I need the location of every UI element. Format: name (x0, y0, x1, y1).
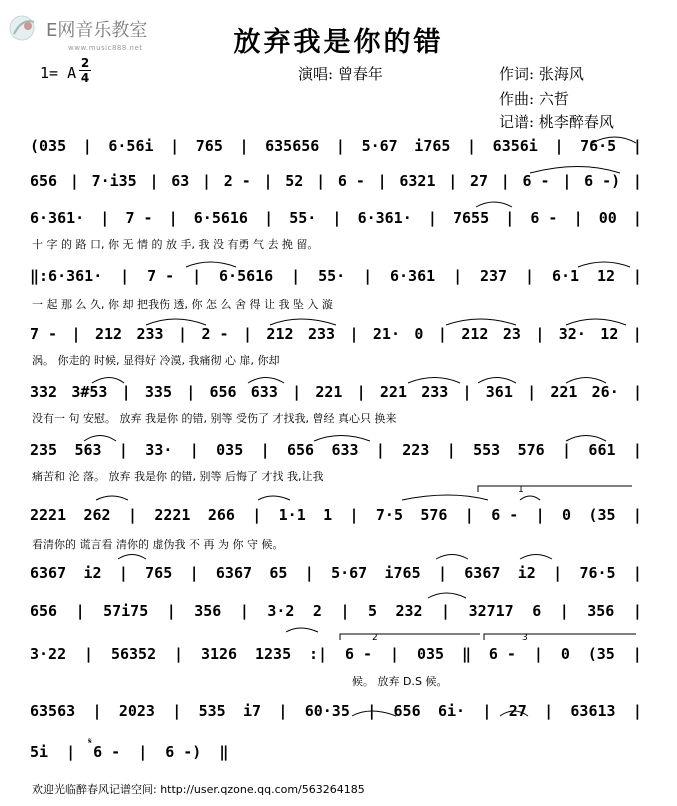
barline: | (427, 209, 437, 227)
barline: | (632, 137, 642, 155)
barline: | (92, 702, 102, 720)
barline: | (437, 325, 447, 343)
barline: | (632, 702, 642, 720)
barline: | (632, 564, 642, 582)
note-group: 7 - (30, 325, 58, 343)
volta-number-3: 3 (522, 633, 528, 643)
note-group: 7 - (125, 209, 153, 227)
note-group: 212 (266, 325, 294, 343)
barline: | (632, 506, 642, 524)
barline: | (437, 564, 447, 582)
composer-credit: 作曲: 六哲 (499, 90, 569, 108)
barline: | (573, 209, 583, 227)
barline: | (632, 441, 642, 459)
note-group: 3126 (200, 645, 238, 663)
barline: | (390, 645, 400, 663)
note-group: 52 (285, 172, 304, 190)
note-group: 5·67 (331, 564, 368, 582)
note-group: 00 (598, 209, 617, 227)
note-group: 656 (30, 172, 58, 190)
barline: | (441, 602, 451, 620)
barline: | (544, 702, 554, 720)
note-group: 6 - (93, 743, 121, 761)
segno-icon: 𝄋 (88, 737, 92, 747)
barline: | (527, 383, 537, 401)
barline: | (632, 383, 642, 401)
note-group: 6 - (530, 209, 558, 227)
note-group: 0 (414, 325, 424, 343)
barline: | (118, 441, 128, 459)
note-group: 237 (480, 267, 508, 285)
volta-bracket-2 (340, 633, 480, 643)
note-group: 221 (315, 383, 343, 401)
barline: | (533, 645, 543, 663)
meter-denominator: 4 (80, 71, 90, 85)
lyric-line-1: 十 字 的 路 口, 你 无 情 的 放 手, 我 没 有勇 气 去 挽 留。 (32, 238, 319, 251)
note-group: 1 (323, 506, 333, 524)
barline: | (242, 325, 252, 343)
barline: | (462, 383, 472, 401)
barline: | (189, 564, 199, 582)
barline: | (172, 702, 182, 720)
note-group: 535 (198, 702, 226, 720)
note-group: 32· (558, 325, 586, 343)
note-group: 6 -) (165, 743, 202, 761)
note-group: 553 (473, 441, 501, 459)
note-group: 765 (145, 564, 173, 582)
barline: | (535, 506, 545, 524)
note-group: 232 (395, 602, 423, 620)
note-group: (35 (588, 506, 616, 524)
barline: | (71, 325, 81, 343)
barline: | (192, 267, 202, 285)
note-group: 1235 (255, 645, 292, 663)
barline: | (632, 602, 642, 620)
volta-bracket-1 (478, 485, 632, 495)
note-group: 26· (591, 383, 619, 401)
barline: | (464, 506, 474, 524)
barline: | (166, 602, 176, 620)
barline: | (252, 506, 262, 524)
barline: | (82, 137, 92, 155)
note-group: 6·361· (357, 209, 412, 227)
barline: | (121, 383, 131, 401)
barline: | (264, 209, 274, 227)
note-group: 633 (331, 441, 359, 459)
barline: | (84, 645, 94, 663)
note-group: 12 (596, 267, 615, 285)
note-group: 765 (195, 137, 223, 155)
note-group: 356 (194, 602, 222, 620)
barline: | (375, 441, 385, 459)
note-group: ‖:6·361· (30, 267, 103, 285)
watermark-site-url: www.music888.net (68, 44, 143, 52)
note-group: 233 (136, 325, 164, 343)
note-group: 3·22 (30, 645, 67, 663)
note-group: i765 (384, 564, 421, 582)
barline: | (559, 602, 569, 620)
note-group: 576 (420, 506, 448, 524)
lyric-line-2: 一 起 那 么 久, 你 却 把我伤 透, 你 怎 么 舍 得 让 我 坠 入 漩 (32, 298, 333, 311)
barline: | (453, 267, 463, 285)
note-group: 56352 (110, 645, 157, 663)
note-group: 6·361· (30, 209, 85, 227)
barline: ‖ (461, 645, 471, 663)
barline: | (316, 172, 326, 190)
note-group: 332 (30, 383, 58, 401)
barline: | (100, 209, 110, 227)
note-group: 221 (550, 383, 578, 401)
barline: | (189, 441, 199, 459)
barline: | (69, 172, 79, 190)
note-group: 57i75 (103, 602, 149, 620)
note-group: 2 - (201, 325, 229, 343)
note-group: 356 (587, 602, 615, 620)
barline: | (138, 743, 148, 761)
note-group: 3#53 (71, 383, 108, 401)
note-group: 65 (269, 564, 288, 582)
note-group: 21· (372, 325, 400, 343)
barline: | (335, 137, 345, 155)
note-group: 233 (421, 383, 449, 401)
volta-number-2: 2 (372, 633, 378, 643)
note-group: 6·1 (551, 267, 580, 285)
note-group: 27 (469, 172, 489, 190)
note-group: 27 (508, 702, 527, 720)
barline: | (500, 172, 510, 190)
note-group: 6367 (30, 564, 67, 582)
note-group: i2 (517, 564, 536, 582)
note-group: 635656 (265, 137, 320, 155)
barline: | (149, 172, 159, 190)
barline: | (178, 325, 188, 343)
note-group: i2 (83, 564, 102, 582)
barline: | (482, 702, 492, 720)
barline: | (535, 325, 545, 343)
note-group: 55· (318, 267, 346, 285)
barline: | (127, 506, 137, 524)
meter-numerator: 2 (80, 56, 90, 70)
note-group: 6 - (488, 645, 516, 663)
note-group: 633 (250, 383, 278, 401)
barline: | (632, 645, 642, 663)
note-group: 6i· (437, 702, 466, 720)
barline: | (75, 602, 85, 620)
barline: | (292, 383, 302, 401)
note-group: 3·2 (267, 602, 295, 620)
note-group: 7·i35 (91, 172, 137, 190)
barline: | (66, 743, 76, 761)
note-group: 563 (74, 441, 102, 459)
note-group: 7655 (453, 209, 490, 227)
note-group: i765 (414, 137, 451, 155)
barline: | (349, 325, 359, 343)
lyric-line-4: 没有一 句 安慰。 放弃 我是你 的错, 别等 受伤了 才找我, 曾经 真心只 换来 (32, 412, 397, 425)
note-group: 7·5 (375, 506, 403, 524)
note-group: 576 (517, 441, 545, 459)
note-group: 60·35 (304, 702, 350, 720)
note-group: 7 - (147, 267, 175, 285)
note-group: 6·361 (390, 267, 436, 285)
barline: | (239, 137, 249, 155)
note-group: 2221 (30, 506, 67, 524)
barline: | (340, 602, 350, 620)
note-group: 6·56i (108, 137, 154, 155)
barline: | (239, 602, 249, 620)
note-group: 2 - (223, 172, 251, 190)
note-group: 656 (393, 702, 421, 720)
note-group: 6 - (345, 645, 373, 663)
note-group: 656 (30, 602, 58, 620)
slurs (84, 137, 636, 716)
barline: | (170, 137, 180, 155)
lyric-line-7: 候。 放弃 D.S 候。 (352, 675, 448, 688)
note-group: 6 - (491, 506, 519, 524)
note-group: (035 (30, 137, 67, 155)
lyricist-credit: 作词: 张海风 (499, 65, 584, 83)
barline: | (632, 172, 642, 190)
barline: ‖ (219, 743, 229, 761)
song-title: 放弃我是你的错 (233, 27, 444, 58)
note-group: i7 (243, 702, 262, 720)
barline: | (448, 172, 458, 190)
singer-credit: 演唱: 曾春年 (298, 65, 383, 83)
note-group: 6·5616 (219, 267, 274, 285)
barline: | (263, 172, 273, 190)
barline: | (632, 267, 642, 285)
note-group: 335 (144, 383, 172, 401)
note-group: 63 (171, 172, 190, 190)
transcriber-credit: 记谱: 桃李醉春风 (499, 113, 614, 131)
barline: | (186, 383, 196, 401)
barline: | (120, 267, 130, 285)
note-group: 6 (532, 602, 542, 620)
barline: | (562, 441, 572, 459)
note-group: 661 (588, 441, 616, 459)
note-group: 63563 (30, 702, 76, 720)
note-group: 6 - (522, 172, 550, 190)
note-group: 76·5 (579, 564, 616, 582)
note-group: 233 (307, 325, 336, 343)
barline: | (118, 564, 128, 582)
note-group: 23 (502, 325, 521, 343)
barline: | (304, 564, 314, 582)
note-group: 6356i (492, 137, 538, 155)
footer-credit-link: 欢迎光临醉春风记谱空间: http://user.qzone.qq.com/563264185 (32, 783, 365, 796)
barline: | (505, 209, 515, 227)
barline: | (260, 441, 270, 459)
note-group: 6367 (215, 564, 253, 582)
barline: | (363, 267, 373, 285)
note-group: 76·5 (580, 137, 617, 155)
note-group: (35 (587, 645, 615, 663)
note-group: 2221 (154, 506, 191, 524)
barline: | (201, 172, 211, 190)
note-group: 262 (83, 506, 111, 524)
key-signature: 1= A (40, 64, 77, 82)
note-group: 5·67 (361, 137, 398, 155)
note-group: 32717 (468, 602, 514, 620)
note-group: 656 (286, 441, 315, 459)
note-group: 361 (485, 383, 513, 401)
note-group: 6321 (399, 172, 436, 190)
lyric-line-6: 看清你的 谎言看 清你的 虚伪我 不 再 为 你 守 候。 (32, 538, 284, 551)
barline: | (377, 172, 387, 190)
note-group: 33· (145, 441, 173, 459)
barline: | (356, 383, 366, 401)
barline: | (554, 137, 564, 155)
barline: | (168, 209, 178, 227)
note-group: 223 (402, 441, 430, 459)
barline: | (632, 325, 642, 343)
barline: | (278, 702, 288, 720)
note-group: 6·5616 (193, 209, 248, 227)
note-group: 5 (367, 602, 377, 620)
note-group: 212 (461, 325, 489, 343)
barline: :| (309, 645, 328, 663)
note-group: 0 (562, 506, 572, 524)
note-group: 6 - (337, 172, 365, 190)
barline: | (553, 564, 563, 582)
volta-number-1: 1 (518, 485, 524, 495)
barline: | (467, 137, 477, 155)
barline: | (367, 702, 377, 720)
watermark-site-name: E网音乐教室 (46, 20, 148, 41)
lyric-line-3: 涡。 你走的 时候, 显得好 冷漠, 我痛彻 心 扉, 你却 (32, 354, 280, 367)
barline: | (349, 506, 359, 524)
note-group: 6 -) (584, 172, 621, 190)
note-group: 2023 (118, 702, 155, 720)
note-group: 6367 (464, 564, 501, 582)
barline: | (291, 267, 301, 285)
volta-bracket-3 (484, 633, 636, 643)
note-group: 12 (600, 325, 619, 343)
barline: | (332, 209, 342, 227)
note-group: 656 (209, 383, 237, 401)
barline: | (446, 441, 456, 459)
lyric-line-5: 痛苦和 沦 落。 放弃 我是你 的错, 别等 后悔了 才找 我,让我 (32, 470, 324, 483)
note-group: 0 (560, 645, 570, 663)
note-group: 5i (30, 743, 49, 761)
note-group: 235 (30, 441, 58, 459)
note-group: 035 (416, 645, 445, 663)
note-group: 212 (94, 325, 123, 343)
barline: | (525, 267, 535, 285)
note-group: 266 (207, 506, 235, 524)
note-group: 55· (289, 209, 317, 227)
note-group: 63613 (570, 702, 616, 720)
note-group: 221 (379, 383, 407, 401)
barline: | (562, 172, 572, 190)
barline: | (632, 209, 642, 227)
note-group: 1·1 (278, 506, 306, 524)
note-group: 035 (216, 441, 244, 459)
barline: | (174, 645, 184, 663)
note-group: 2 (312, 602, 322, 620)
